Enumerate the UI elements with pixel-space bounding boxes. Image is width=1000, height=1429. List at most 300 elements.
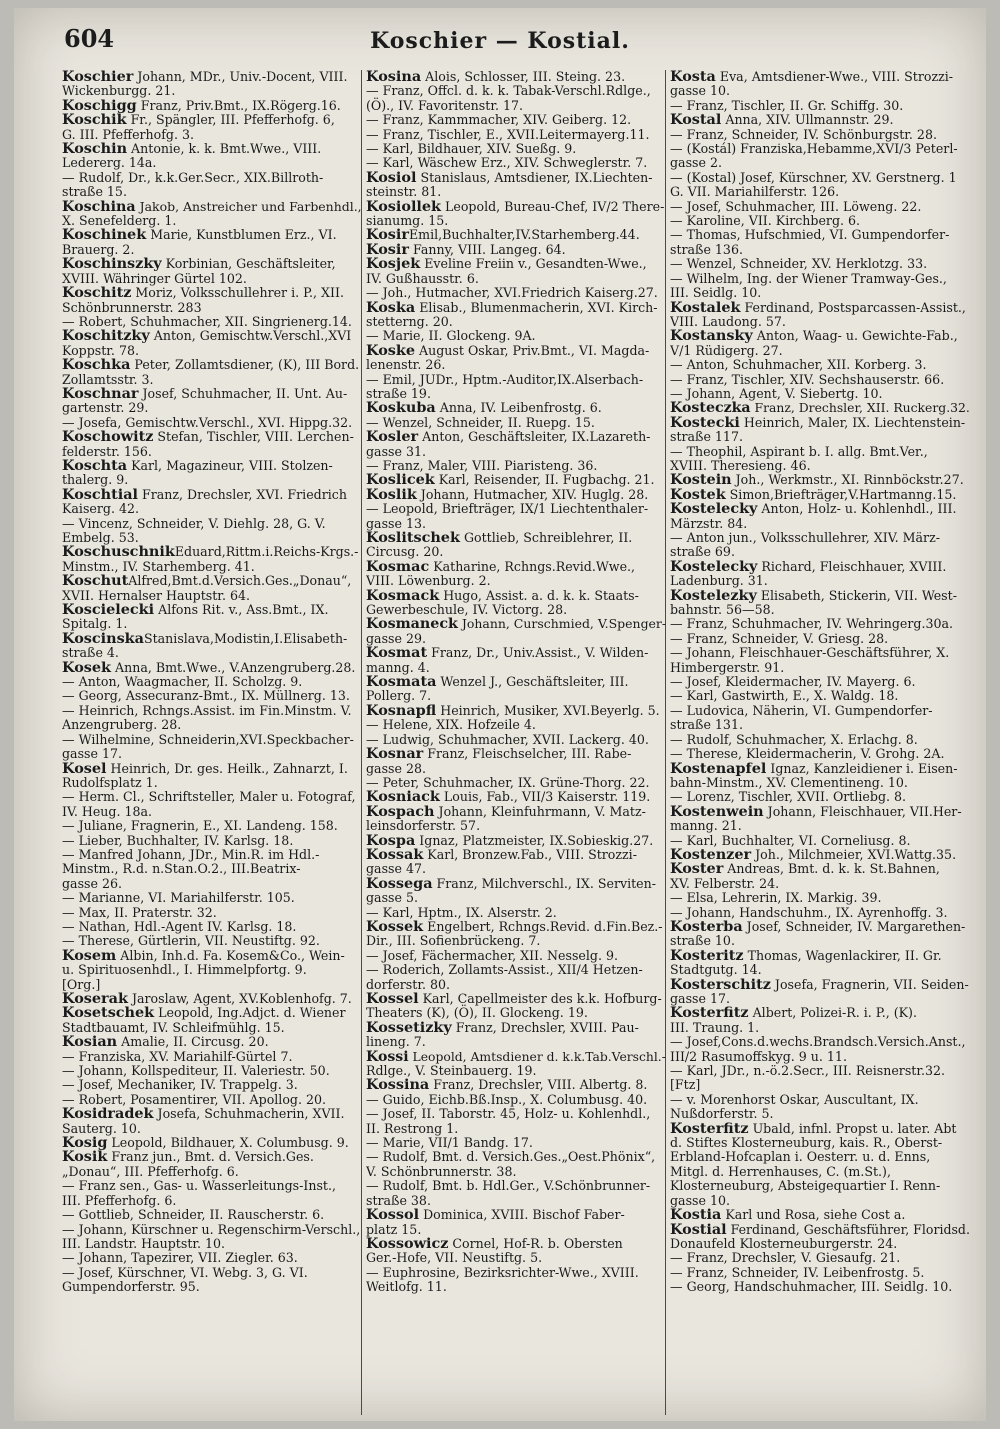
entry-detail: — Johann, Kürschner u. Regenschirm-Verschl.,: [62, 1221, 361, 1237]
entry-detail: platz 15.: [366, 1221, 422, 1237]
entry-detail: — Ludovica, Näherin, VI. Gumpendorfer-: [670, 702, 933, 718]
directory-entry: [366, 1107, 666, 1121]
entry-detail: — Franz, Offcl. d. k. k. Tabak-Verschl.Rdlge.,: [366, 83, 651, 99]
entry-surname: Kossina: [366, 1076, 430, 1094]
entry-detail: Stadtgutg. 14.: [670, 962, 762, 978]
entry-detail: — Rudolf, Dr., k.k.Ger.Secr., XIX.Billroth-: [62, 169, 324, 185]
entry-detail: gasse 17.: [62, 746, 122, 762]
entry-surname: Kosnapfl: [366, 701, 437, 719]
entry-detail: — Franz, Kammmacher, XIV. Geiberg. 12.: [366, 112, 632, 128]
directory-entry: [670, 1165, 970, 1179]
directory-entry: [62, 358, 362, 372]
entry-detail: VIII. Löwenburg. 2.: [366, 573, 491, 589]
entry-surname: Kospa: [366, 831, 416, 849]
entry-detail: — Josef, Schuhmacher, III. Löweng. 22.: [670, 198, 922, 214]
entry-detail: — v. Morenhorst Oskar, Auscultant, IX.: [670, 1091, 919, 1107]
directory-entry: [62, 574, 362, 588]
directory-entry: [670, 70, 970, 84]
entry-surname: Kosiollek: [366, 197, 442, 215]
entry-surname: Koschin: [62, 140, 128, 158]
entry-detail: — Josef, Kürschner, VI. Webg. 3, G. VI.: [62, 1264, 308, 1280]
entry-surname: Koslik: [366, 485, 417, 503]
entry-detail: — Franz, Drechsler, V. Giesaufg. 21.: [670, 1250, 901, 1266]
entry-detail: Ignaz, Platzmeister, IX.Sobieskig.27.: [415, 832, 654, 848]
entry-detail: — Georg, Assecuranz-Bmt., IX. Müllnerg. 13.: [62, 688, 350, 704]
entry-detail: dorferstr. 80.: [366, 976, 450, 992]
entry-detail: — Franz, Tischler, XIV. Sechshauserstr. 66.: [670, 371, 945, 387]
entry-detail: Alois, Schlosser, III. Steing. 23.: [421, 70, 626, 84]
entry-detail: — Wenzel, Schneider, II. Ruepg. 15.: [366, 414, 595, 430]
directory-entry: [62, 1107, 362, 1121]
entry-detail: Stanislaus, Amtsdiener, IX.Liechten-: [416, 169, 653, 185]
directory-entry: [62, 257, 362, 271]
entry-detail: Franz, Drechsler, XVIII. Pau-: [451, 1019, 639, 1035]
directory-entry: [62, 301, 362, 315]
entry-surname: Koschta: [62, 456, 128, 474]
entry-detail: Schönbrunnerstr. 283: [62, 299, 202, 315]
directory-entry: [62, 1223, 362, 1237]
entry-detail: Johann, Fleischhauer, VII.Her-: [763, 803, 962, 819]
entry-surname: Koschitzky: [62, 327, 150, 345]
entry-detail: — Robert, Posamentirer, VII. Apollog. 20.: [62, 1091, 327, 1107]
directory-entry: [366, 502, 666, 516]
entry-detail: Wickenburgg. 21.: [62, 83, 176, 99]
directory-entry: [670, 430, 970, 444]
entry-detail: Simon,Briefträger,V.Hartmanng.15.: [725, 486, 957, 502]
directory-entry: [366, 1150, 666, 1164]
entry-detail: Heinrich, Maler, IX. Liechtenstein-: [739, 414, 966, 430]
entry-detail: [Org.]: [62, 976, 101, 992]
entry-detail: Josef, Schuhmacher, II. Unt. Au-: [138, 385, 348, 401]
directory-entry: [670, 344, 970, 358]
entry-detail: Anton, Geschäftsleiter, IX.Lazareth-: [418, 429, 651, 445]
entry-surname: Koschigg: [62, 96, 137, 114]
entry-detail: straße 131.: [670, 717, 743, 733]
directory-entry: [62, 629, 362, 647]
entry-detail: — Franz, Tischler, II. Gr. Schiffg. 30.: [670, 97, 904, 113]
directory-entry: [670, 413, 970, 431]
entry-surname: Kossek: [366, 917, 424, 935]
directory-entry: [62, 1006, 362, 1020]
directory-entry: [366, 373, 666, 387]
directory-entry: [366, 315, 666, 329]
directory-entry: [670, 603, 970, 617]
entry-detail: — Lieber, Buchhalter, IV. Karlsg. 18.: [62, 832, 294, 848]
directory-entry: [62, 834, 362, 848]
entry-surname: Koslicek: [366, 471, 435, 489]
entry-detail: Korbinian, Geschäftsleiter,: [161, 256, 336, 272]
entry-detail: Andreas, Bmt. d. k. k. St.Bahnen,: [723, 861, 940, 877]
entry-detail: — Josefa, Gemischtw.Verschl., XVI. Hippg.32.: [62, 414, 353, 430]
entry-detail: Karl und Rosa, siehe Cost a.: [721, 1207, 906, 1223]
directory-entry: [366, 298, 666, 316]
directory-entry: [62, 759, 362, 777]
directory-entry: [670, 200, 970, 214]
directory-entry: [366, 341, 666, 359]
entry-surname: Kostelezky: [670, 586, 757, 604]
entry-detail: XVII. Hernalser Hauptstr. 64.: [62, 587, 250, 603]
entry-surname: Kossetizky: [366, 1018, 452, 1036]
entry-detail: Leopold, Amtsdiener d. k.k.Tab.Verschl.-: [408, 1049, 666, 1064]
directory-entry: [62, 545, 362, 559]
entry-detail: — Euphrosine, Bezirksrichter-Wwe., XVIII.: [366, 1264, 639, 1280]
entry-detail: gasse 10.: [670, 1192, 730, 1208]
directory-entry: [670, 373, 970, 387]
entry-detail: Circusg. 20.: [366, 544, 444, 560]
entry-surname: Kostansky: [670, 327, 753, 345]
entry-detail: — Max, II. Praterstr. 32.: [62, 904, 217, 920]
entry-detail: Wenzel J., Geschäftsleiter, III.: [436, 674, 629, 690]
directory-entry: [670, 704, 970, 718]
entry-detail: straße 38.: [366, 1192, 431, 1208]
directory-entry: [62, 1251, 362, 1265]
entry-detail: Karl, Reisender, II. Fugbachg. 21.: [434, 472, 655, 488]
entry-detail: III. Traung. 1.: [670, 1019, 760, 1035]
entry-detail: straße 15.: [62, 184, 127, 200]
directory-entry: [670, 557, 970, 575]
entry-detail: — Karoline, VII. Kirchberg. 6.: [670, 213, 861, 229]
entry-detail: Gumpendorferstr. 95.: [62, 1279, 200, 1295]
directory-entry: [670, 718, 970, 732]
entry-detail: [Ftz]: [670, 1077, 701, 1093]
entry-detail: — Karl, Bildhauer, XIV. Sueßg. 9.: [366, 141, 577, 157]
entry-detail: Albin, Inh.d. Fa. Kosem&Co., Wein-: [116, 947, 345, 963]
entry-detail: Rudolfsplatz 1.: [62, 774, 158, 790]
entry-surname: Koslitschek: [366, 529, 460, 546]
directory-entry: [62, 502, 362, 516]
entry-detail: Stadtbauamt, IV. Schleifmühlg. 15.: [62, 1019, 285, 1035]
entry-detail: steinstr. 81.: [366, 184, 442, 200]
directory-entry: [670, 1021, 970, 1035]
entry-surname: Kosina: [366, 70, 422, 85]
entry-detail: gasse 5.: [366, 890, 418, 906]
directory-entry: [366, 531, 666, 545]
entry-surname: Kosler: [366, 428, 419, 446]
directory-entry: [366, 1093, 666, 1107]
directory-entry: [670, 646, 970, 660]
directory-entry: [670, 819, 970, 833]
entry-detail: Spitalg. 1.: [62, 616, 128, 632]
directory-entry: [366, 257, 666, 271]
entry-surname: Kosterba: [670, 917, 743, 935]
directory-entry: [670, 185, 970, 199]
directory-entry: [366, 485, 666, 503]
directory-entry: [366, 1018, 666, 1036]
entry-detail: Eveline Freiin v., Gesandten-Wwe.,: [420, 256, 647, 272]
entry-detail: Koppstr. 78.: [62, 342, 139, 358]
entry-detail: — Josef,Cons.d.wechs.Brandsch.Versich.Anst.,: [670, 1034, 966, 1050]
directory-entry: [62, 675, 362, 689]
entry-surname: Kosetschek: [62, 1004, 155, 1022]
entry-surname: Kosir: [366, 240, 409, 258]
entry-detail: Gottlieb, Schreiblehrer, II.: [459, 530, 633, 545]
entry-detail: lineng. 7.: [366, 1034, 426, 1050]
entry-detail: Mitgl. d. Herrenhauses, C. (m.St.),: [670, 1163, 891, 1179]
entry-detail: Dominica, XVIII. Bischof Faber-: [419, 1207, 625, 1223]
entry-detail: bahnstr. 56—58.: [670, 602, 775, 618]
directory-entry: [62, 200, 362, 214]
directory-entry: [62, 329, 362, 343]
directory-entry: [366, 1208, 666, 1222]
directory-entry: [366, 142, 666, 156]
entry-detail: — Juliane, Fragnerin, E., XI. Landeng. 158.: [62, 818, 338, 834]
entry-surname: Koschinek: [62, 226, 147, 244]
directory-entry: [670, 214, 970, 228]
directory-entry: [62, 776, 362, 790]
entry-detail: Albert, Polizei-R. i. P., (K).: [748, 1005, 917, 1021]
directory-entry: [62, 1050, 362, 1064]
entry-detail: Karl, Bronzew.Fab., VIII. Strozzi-: [423, 846, 637, 862]
entry-detail: — Robert, Schuhmacher, XII. Singrienerg.14.: [62, 313, 352, 329]
entry-detail: Ledererg. 14a.: [62, 155, 157, 171]
directory-page: [14, 8, 986, 1421]
entry-detail: Sauterg. 10.: [62, 1120, 141, 1136]
directory-entry: [670, 257, 970, 271]
entry-detail: — Josef, Kleidermacher, IV. Mayerg. 6.: [670, 674, 916, 690]
entry-surname: Kossol: [366, 1206, 420, 1224]
entry-detail: Cornel, Hof-R. b. Obersten: [448, 1235, 623, 1251]
entry-surname: Koschtial: [62, 485, 139, 503]
entry-surname: Kosterfitz: [670, 1004, 749, 1022]
directory-entry: [62, 171, 362, 185]
entry-detail: straße 69.: [670, 544, 735, 560]
directory-entry: [670, 142, 970, 156]
directory-entry: [62, 790, 362, 804]
entry-detail: G. VII. Mariahilferstr. 126.: [670, 184, 840, 200]
entry-detail: Rdlge., V. Steinbauerg. 19.: [366, 1063, 537, 1079]
entry-detail: — Karl, Wäschew Erz., XIV. Schweglerstr. 7.: [366, 155, 648, 171]
directory-entry: [670, 1136, 970, 1150]
entry-detail: III/2 Rasumoffskyg. 9 u. 11.: [670, 1048, 847, 1064]
entry-detail: Josef, Schneider, IV. Margarethen-: [742, 918, 966, 934]
entry-detail: — Vincenz, Schneider, V. Diehlg. 28, G. V.: [62, 515, 326, 531]
directory-entry: [670, 1050, 970, 1064]
entry-detail: — Rudolf, Schuhmacher, X. Erlachg. 8.: [670, 731, 918, 747]
directory-entry: [62, 1035, 362, 1049]
directory-entry: [670, 1006, 970, 1020]
entry-surname: Kostal: [670, 111, 722, 129]
entry-detail: Brauerg. 2.: [62, 241, 135, 257]
directory-entry: [366, 1050, 666, 1064]
entry-detail: Alfred,Bmt.d.Versich.Ges.„Donau“,: [128, 573, 352, 589]
entry-surname: Kossel: [366, 990, 419, 1007]
entry-detail: straße 10.: [670, 933, 735, 949]
entry-detail: Johann, MDr., Univ.-Docent, VIII.: [133, 70, 348, 84]
entry-detail: — Peter, Schuhmacher, IX. Grüne-Thorg. 22.: [366, 774, 650, 790]
column-3: [670, 70, 970, 1415]
entry-detail: Gewerbeschule, IV. Victorg. 28.: [366, 602, 568, 618]
entry-detail: Franz, Drechsler, XVI. Friedrich: [138, 486, 347, 502]
entry-surname: Koserak: [62, 990, 128, 1007]
entry-detail: Stanislava,Modistin,I.Elisabeth-: [143, 630, 348, 646]
entry-detail: Eva, Amtsdiener-Wwe., VIII. Strozzi-: [715, 70, 954, 84]
entry-surname: Kosmac: [366, 557, 430, 575]
running-head: Koschier — Kostial.: [370, 28, 630, 54]
entry-detail: — (Kostál) Franziska,Hebamme,XVI/3 Peterl-: [670, 141, 958, 157]
entry-surname: Kosem: [62, 946, 117, 964]
entry-detail: Fanny, VIII. Langeg. 64.: [408, 241, 566, 257]
directory-entry: [62, 1150, 362, 1164]
directory-entry: [62, 1266, 362, 1280]
entry-detail: Ladenburg. 31.: [670, 573, 768, 589]
directory-entry: [366, 1035, 666, 1049]
directory-entry: [366, 747, 666, 761]
entry-surname: Koschitz: [62, 284, 132, 302]
entry-surname: Kossowicz: [366, 1234, 449, 1252]
entry-surname: Kosian: [62, 1033, 118, 1051]
entry-surname: Koska: [366, 298, 416, 316]
directory-entry: [62, 485, 362, 503]
directory-entry: [366, 1251, 666, 1265]
entry-detail: Nußdorferstr. 5.: [670, 1106, 774, 1122]
directory-entry: [62, 1194, 362, 1208]
directory-entry: [670, 862, 970, 876]
directory-entry: [366, 586, 666, 604]
entry-surname: Kospach: [366, 802, 435, 820]
entry-detail: Karl, Capellmeister des k.k. Hofburg-: [418, 991, 662, 1006]
directory-entry: [670, 733, 970, 747]
entry-surname: Kosmaneck: [366, 616, 458, 633]
directory-entry: [670, 776, 970, 790]
directory-entry: [670, 243, 970, 257]
directory-entry: [366, 228, 666, 242]
entry-surname: Koschier: [62, 70, 134, 85]
entry-detail: gasse 2.: [670, 155, 722, 171]
entry-surname: Kosir: [366, 226, 409, 244]
directory-entry: [670, 617, 970, 631]
directory-entry: [62, 1165, 362, 1179]
entry-detail: Leopold, Bildhauer, X. Columbusg. 9.: [107, 1135, 349, 1151]
entry-detail: Kaiserg. 42.: [62, 501, 139, 517]
entry-detail: — Josef, Fächermacher, XII. Nesselg. 9.: [366, 947, 618, 963]
directory-entry: [62, 877, 362, 891]
directory-entry: [366, 949, 666, 963]
entry-detail: — Franz, Schuhmacher, IV. Wehringerg.30a.: [670, 616, 953, 632]
entry-surname: Koske: [366, 341, 416, 359]
entry-detail: — Anton, Schuhmacher, XII. Korberg. 3.: [670, 357, 927, 373]
directory-entry: [670, 1150, 970, 1164]
entry-surname: Koster: [670, 860, 724, 878]
entry-detail: straße 19.: [366, 385, 431, 401]
directory-entry: [366, 701, 666, 719]
entry-surname: Koschka: [62, 356, 131, 374]
entry-detail: Jakob, Anstreicher und Farbenhdl.,: [135, 198, 362, 214]
entry-surname: Kosterfitz: [670, 1119, 749, 1137]
directory-entry: [366, 891, 666, 905]
entry-detail: — Rudolf, Bmt. b. Hdl.Ger., V.Schönbrunner-: [366, 1178, 651, 1194]
directory-entry: [366, 874, 666, 892]
directory-entry: [366, 557, 666, 575]
directory-entry: [366, 1234, 666, 1252]
entry-detail: lenenstr. 26.: [366, 357, 446, 373]
entry-surname: Kosnar: [366, 745, 424, 763]
entry-detail: — Leopold, Briefträger, IX/1 Liechtenthaler-: [366, 501, 649, 517]
entry-detail: gasse 17.: [670, 991, 730, 1006]
entry-detail: — Johann, Kollspediteur, II. Valeriestr. 50.: [62, 1063, 330, 1079]
entry-detail: Alfons Rit. v., Ass.Bmt., IX.: [154, 602, 329, 618]
directory-entry: [62, 517, 362, 531]
directory-entry: [62, 1237, 362, 1251]
entry-detail: Fr., Spängler, III. Pfefferhofg. 6,: [126, 112, 335, 128]
entry-detail: Katharine, Rchngs.Revid.Wwe.,: [429, 558, 636, 574]
entry-detail: — Johann, Agent, V. Siebertg. 10.: [670, 385, 883, 401]
entry-detail: — Franz, Schneider, IV. Schönburgstr. 28.: [670, 126, 937, 142]
entry-surname: Koscinska: [62, 629, 144, 647]
entry-detail: gasse 26.: [62, 875, 122, 891]
directory-entry: [62, 185, 362, 199]
directory-entry: [670, 891, 970, 905]
directory-entry: [62, 286, 362, 300]
entry-surname: Kosek: [62, 658, 112, 676]
directory-entry: [366, 646, 666, 660]
entry-detail: Himbergerstr. 91.: [670, 659, 785, 675]
directory-entry: [670, 1035, 970, 1049]
directory-entry: [670, 1237, 970, 1251]
entry-detail: Pollerg. 7.: [366, 688, 432, 704]
entry-detail: Dir., III. Sofienbrückeng. 7.: [366, 933, 541, 949]
entry-detail: Zollamtsstr. 3.: [62, 371, 154, 387]
entry-detail: d. Stiftes Klosterneuburg, kais. R., Oberst-: [670, 1135, 943, 1151]
directory-entry: [670, 228, 970, 242]
entry-detail: Ferdinand, Geschäftsführer, Floridsd.: [726, 1221, 970, 1237]
entry-surname: Koschik: [62, 111, 127, 129]
entry-detail: stetterng. 20.: [366, 313, 453, 329]
entry-detail: — Wilhelm, Ing. der Wiener Tramway-Ges.,: [670, 270, 947, 286]
entry-detail: X. Senefelderg. 1.: [62, 213, 177, 229]
entry-detail: — Karl, Gastwirth, E., X. Waldg. 18.: [670, 688, 899, 704]
entry-surname: Kosta: [670, 70, 716, 85]
entry-detail: Franz, Priv.Bmt., IX.Rögerg.16.: [136, 97, 341, 113]
entry-detail: — Wenzel, Schneider, XV. Herklotzg. 33.: [670, 256, 928, 272]
directory-entry: [62, 401, 362, 415]
directory-entry: [62, 704, 362, 718]
directory-entry: [366, 762, 666, 776]
entry-detail: — Karl, Buchhalter, VI. Corneliusg. 8.: [670, 832, 911, 848]
entry-detail: gasse 47.: [366, 861, 426, 877]
directory-entry: [670, 917, 970, 935]
entry-surname: Kosmata: [366, 673, 437, 691]
directory-entry: [62, 906, 362, 920]
entry-detail: — Josef, Mechaniker, IV. Trappelg. 3.: [62, 1077, 298, 1093]
entry-detail: XV. Felberstr. 24.: [670, 875, 780, 891]
directory-entry: [670, 1266, 970, 1280]
entry-detail: Heinrich, Musiker, XVI.Beyerlg. 5.: [436, 702, 660, 718]
directory-entry: [366, 358, 666, 372]
entry-detail: III. Landstr. Hauptstr. 10.: [62, 1235, 226, 1251]
entry-surname: Koschinszky: [62, 255, 162, 273]
directory-entry: [366, 1179, 666, 1193]
entry-detail: Erbland-Hofcaplan i. Oesterr. u. d. Enns,: [670, 1149, 931, 1165]
entry-surname: Kostenwein: [670, 802, 764, 820]
entry-surname: Kosig: [62, 1134, 108, 1152]
page-number: 604: [64, 24, 115, 53]
entry-detail: „Donau“, III. Pfefferhofg. 6.: [62, 1163, 239, 1179]
directory-entry: [62, 70, 362, 84]
entry-detail: III. Pfefferhofg. 6.: [62, 1192, 177, 1208]
directory-entry: [366, 1136, 666, 1150]
entry-detail: — Karl, JDr., n.-ö.2.Secr., III. Reisnerstr.32.: [670, 1063, 946, 1079]
entry-detail: — Emil, JUDr., Hptm.-Auditor,IX.Alserbach-: [366, 371, 644, 387]
entry-surname: Kostek: [670, 485, 726, 503]
directory-entry: [670, 156, 970, 170]
directory-entry: [670, 128, 970, 142]
directory-entry: [670, 84, 970, 98]
column-1: [62, 70, 362, 1415]
entry-detail: — Nathan, Hdl.-Agent IV. Karlsg. 18.: [62, 918, 297, 934]
entry-detail: Moriz, Volksschullehrer i. P., XII.: [131, 285, 344, 301]
directory-entry: [670, 1064, 970, 1078]
directory-entry: [62, 1280, 362, 1294]
